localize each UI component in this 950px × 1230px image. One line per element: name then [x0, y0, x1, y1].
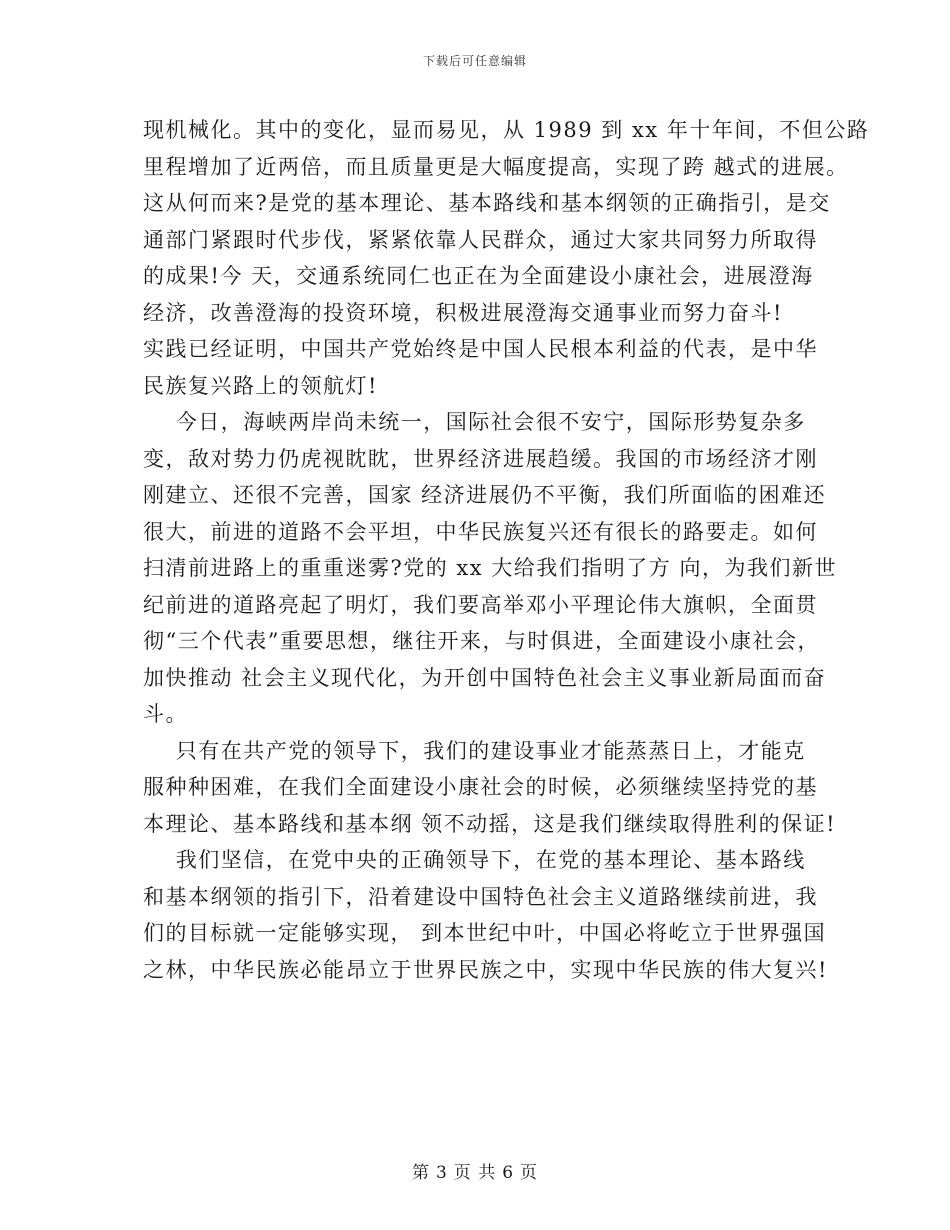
text-line: 通部门紧跟时代步伐，紧紧依靠人民群众，通过大家共同努力所取得 — [143, 227, 818, 252]
text-line: 扫清前进路上的重重迷雾?党的 xx 大给我们指明了方 向，为我们新世 — [143, 556, 837, 580]
text-line: 彻“三个代表”重要思想，继往开来，与时俱进，全面建设小康社会， — [143, 629, 820, 653]
footer-prefix: 第 — [411, 1163, 430, 1183]
text-line: 很大，前进的道路不会平坦，中华民族复兴还有很长的路要走。如何 — [143, 519, 818, 544]
text-line: 之林，中华民族必能昂立于世界民族之中，实现中华民族的伟大复兴! — [143, 957, 828, 982]
page-number-footer — [0, 1158, 950, 1183]
text-line: 纪前进的道路亮起了明灯，我们要高举邓小平理论伟大旗帜，全面贯 — [143, 592, 818, 617]
footer-middle: 页 共 — [453, 1163, 497, 1183]
text-line: 实践已经证明，中国共产党始终是中国人民根本利益的代表，是中华 — [143, 337, 818, 361]
text-line: 变，敌对势力仍虎视眈眈，世界经济进展趋缓。我国的市场经济才刚 — [143, 446, 818, 471]
text-line: 们的目标就一定能够实现， 到本世纪中叶，中国必将屹立于世界强国 — [143, 921, 827, 945]
text-line: 里程增加了近两倍，而且质量更是大幅度提高，实现了跨 越式的进展。 — [143, 154, 849, 179]
text-line: 这从何而来?是党的基本理论、基本路线和基本纲领的正确指引，是交 — [143, 191, 831, 215]
text-line: 和基本纲领的指引下，沿着建设中国特色社会主义道路继续前进，我 — [143, 884, 818, 909]
text-line: 加快推动 社会主义现代化，为开创中国特色社会主义事业新局面而奋 — [143, 665, 827, 690]
text-line: 服种种困难，在我们全面建设小康社会的时候，必须继续坚持党的基 — [143, 775, 818, 799]
text-line: 经济，改善澄海的投资环境，积极进展澄海交通事业而努力奋斗! — [143, 300, 783, 325]
text-line: 本理论、基本路线和基本纲 领不动摇，这是我们继续取得胜利的保证! — [143, 811, 837, 836]
footer-suffix: 页 — [520, 1163, 539, 1183]
text-line: 现机械化。其中的变化，显而易见，从 1989 到 xx 年十年间，不但公路 — [143, 118, 870, 142]
text-line: 民族复兴路上的领航灯! — [143, 373, 378, 398]
text-line: 刚建立、还很不完善，国家 经济进展仍不平衡，我们所面临的困难还 — [143, 483, 827, 507]
document-body — [143, 112, 870, 988]
current-page-number: 3 — [435, 1163, 448, 1183]
page-header: 下载后可任意编辑 — [422, 54, 527, 68]
text-line: 今日，海峡两岸尚未统一，国际社会很不安宁，国际形势复杂多 — [143, 410, 806, 434]
text-line: 的成果!今 天，交通系统同仁也正在为全面建设小康社会，进展澄海 — [143, 264, 814, 288]
total-page-count: 6 — [502, 1163, 515, 1183]
text-line: 我们坚信，在党中央的正确领导下，在党的基本理论、基本路线 — [143, 848, 806, 872]
text-line: 只有在共产党的领导下，我们的建设事业才能蒸蒸日上，才能克 — [143, 738, 806, 763]
text-line: 斗。 — [143, 702, 188, 726]
